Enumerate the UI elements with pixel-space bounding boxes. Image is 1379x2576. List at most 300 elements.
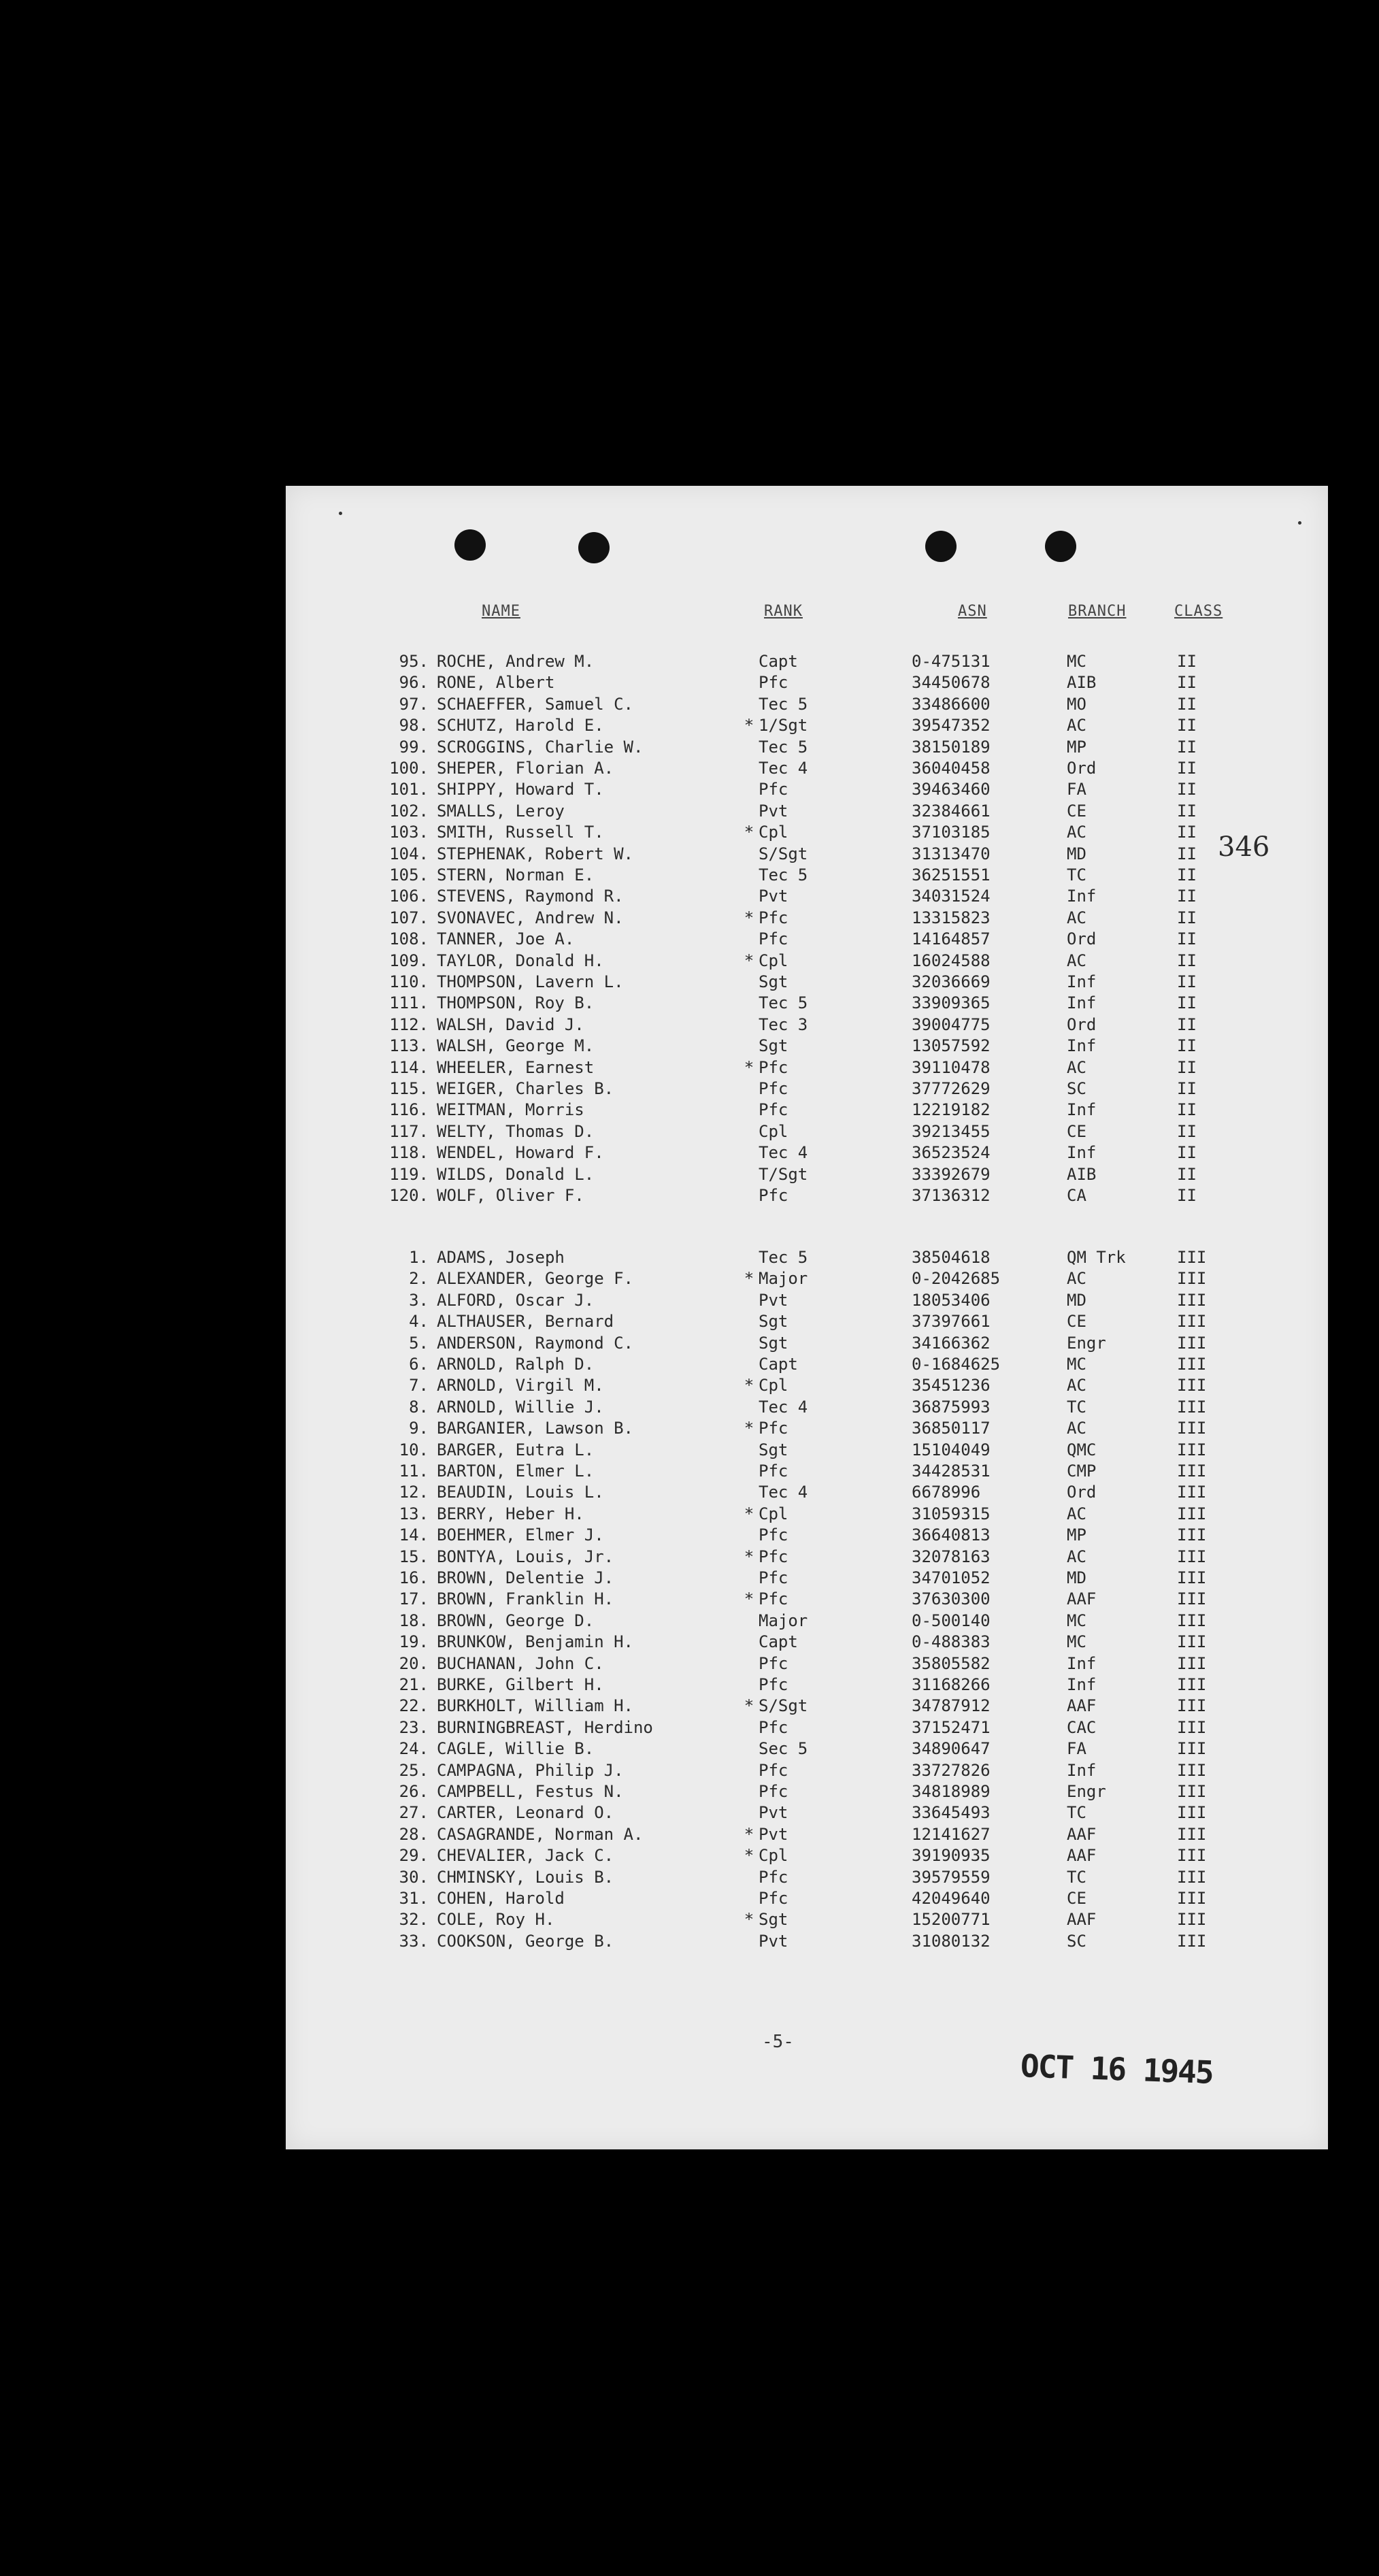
class-cell: III [1177,1525,1207,1545]
rank-cell: Pfc [759,1100,788,1120]
class-cell: III [1177,1739,1207,1759]
table-row [286,1589,1328,1611]
branch-cell: SC [1067,1931,1086,1951]
class-cell: III [1177,1376,1207,1396]
rank-cell: Cpl [759,1376,788,1396]
branch-cell: AC [1067,716,1086,736]
table-row [286,1568,1328,1589]
row-number: 116. [389,1100,429,1120]
asn-cell: 33909365 [912,993,991,1013]
table-row [286,759,1328,780]
soldier-name: WOLF, Oliver F. [437,1186,584,1205]
soldier-name: ALEXANDER, George F. [437,1269,633,1289]
soldier-name: SVONAVEC, Andrew N. [437,908,624,927]
rank-cell: Pfc [759,1462,788,1481]
rank-cell: S/Sgt [759,1696,808,1716]
rank-cell: Tec 5 [759,737,808,757]
asn-cell: 37103185 [912,823,991,842]
row-number: 17. [399,1589,429,1609]
soldier-name: STEVENS, Raymond R. [437,887,624,906]
branch-cell: Ord [1067,1483,1097,1502]
branch-cell: TC [1067,1397,1086,1417]
table-row [286,738,1328,759]
rank-cell: Pvt [759,801,788,821]
row-number: 98. [399,716,429,736]
class-cell: II [1177,1100,1197,1120]
soldier-name: BONTYA, Louis, Jr. [437,1547,614,1566]
asterisk-mark: * [744,951,754,970]
branch-cell: Ord [1067,759,1097,778]
soldier-name: THOMPSON, Roy B. [437,993,595,1013]
branch-cell: TC [1067,1867,1086,1887]
rank-cell: S/Sgt [759,844,808,863]
rank-cell: Cpl [759,951,788,970]
table-row [286,929,1328,951]
row-number: 96. [399,673,429,693]
class-cell: II [1177,1143,1197,1163]
table-row [286,1291,1328,1312]
punch-hole [1045,531,1076,562]
asn-cell: 33486600 [912,694,991,714]
row-number: 6. [409,1355,429,1374]
class-cell: II [1177,1014,1197,1034]
rank-cell: Sgt [759,1910,788,1930]
branch-cell: MD [1067,1568,1086,1587]
rank-cell: Pfc [759,1525,788,1545]
table-row [286,1376,1328,1397]
table-row [286,1632,1328,1653]
branch-cell: MP [1067,737,1086,757]
branch-cell: FA [1067,780,1086,799]
class-cell: II [1177,972,1197,991]
rank-cell: Tec 5 [759,993,808,1013]
row-number: 97. [399,694,429,714]
row-number: 11. [399,1462,429,1481]
rank-cell: Pfc [759,1889,788,1908]
soldier-name: CAGLE, Willie B. [437,1739,595,1759]
soldier-name: BROWN, George D. [437,1611,595,1630]
asn-cell: 39463460 [912,780,991,799]
soldier-name: WELTY, Thomas D. [437,1121,595,1141]
class-cell: III [1177,1419,1207,1438]
asn-cell: 15200771 [912,1910,991,1930]
branch-cell: FA [1067,1739,1086,1759]
table-row [286,802,1328,823]
class-cell: III [1177,1717,1207,1737]
table-row [286,1312,1328,1333]
branch-cell: CE [1067,801,1086,821]
class-cell: III [1177,1867,1207,1887]
rank-cell: Pvt [759,1931,788,1951]
asterisk-mark: * [744,1589,754,1609]
branch-cell: AIB [1067,673,1097,693]
asn-cell: 12219182 [912,1100,991,1120]
class-cell: II [1177,887,1197,906]
row-number: 106. [389,887,429,906]
branch-cell: CMP [1067,1462,1097,1481]
table-row [286,1504,1328,1525]
row-number: 118. [389,1143,429,1163]
asn-cell: 33392679 [912,1164,991,1184]
class-cell: III [1177,1333,1207,1353]
row-number: 28. [399,1824,429,1844]
asn-cell: 38150189 [912,737,991,757]
rank-cell: Tec 4 [759,759,808,778]
soldier-name: COOKSON, George B. [437,1931,614,1951]
rank-cell: 1/Sgt [759,716,808,736]
rank-cell: Pvt [759,1803,788,1823]
rank-cell: Pfc [759,1547,788,1566]
table-row [286,1122,1328,1143]
table-row [286,1355,1328,1376]
soldier-name: SCHAEFFER, Samuel C. [437,694,633,714]
branch-cell: MC [1067,652,1086,671]
class-cell: II [1177,780,1197,799]
branch-cell: Engr [1067,1782,1106,1801]
table-row [286,1696,1328,1717]
row-number: 21. [399,1675,429,1694]
branch-cell: AIB [1067,1164,1097,1184]
soldier-name: ARNOLD, Willie J. [437,1397,604,1417]
table-row [286,1483,1328,1504]
asn-cell: 34428531 [912,1462,991,1481]
class-cell: II [1177,865,1197,885]
table-row [286,1525,1328,1547]
soldier-name: ALFORD, Oscar J. [437,1290,595,1310]
soldier-name: CARTER, Leonard O. [437,1803,614,1823]
asn-cell: 13315823 [912,908,991,927]
class-cell: II [1177,908,1197,927]
class-cell: III [1177,1568,1207,1587]
class-cell: III [1177,1397,1207,1417]
class-cell: II [1177,737,1197,757]
branch-cell: CE [1067,1121,1086,1141]
asn-cell: 39004775 [912,1014,991,1034]
punch-hole [578,532,610,563]
class-cell: III [1177,1846,1207,1866]
row-number: 108. [389,929,429,949]
soldier-name: ALTHAUSER, Bernard [437,1312,614,1332]
asterisk-mark: * [744,1547,754,1566]
row-number: 101. [389,780,429,799]
table-row [286,695,1328,716]
table-row [286,1932,1328,1953]
class-cell: II [1177,823,1197,842]
rank-cell: Tec 5 [759,1248,808,1267]
table-row [286,1186,1328,1207]
row-number: 109. [389,951,429,970]
branch-cell: MD [1067,1290,1086,1310]
asn-cell: 31168266 [912,1675,991,1694]
soldier-name: ADAMS, Joseph [437,1248,565,1267]
soldier-name: COLE, Roy H. [437,1910,555,1930]
soldier-name: RONE, Albert [437,673,555,693]
class-cell: II [1177,801,1197,821]
class-cell: III [1177,1312,1207,1332]
asn-cell: 34890647 [912,1739,991,1759]
table-row [286,844,1328,865]
table-row [286,1269,1328,1290]
document-page [286,486,1328,2149]
class-cell: III [1177,1547,1207,1566]
class-cell: III [1177,1269,1207,1289]
row-number: 100. [389,759,429,778]
table-row [286,908,1328,929]
branch-cell: MC [1067,1355,1086,1374]
asn-cell: 37152471 [912,1717,991,1737]
asn-cell: 34450678 [912,673,991,693]
table-row [286,1782,1328,1803]
rank-cell: Pfc [759,673,788,693]
table-row [286,1462,1328,1483]
soldier-name: SCROGGINS, Charlie W. [437,737,644,757]
row-number: 95. [399,652,429,671]
class-cell: III [1177,1290,1207,1310]
row-number: 2. [409,1269,429,1289]
asn-cell: 32036669 [912,972,991,991]
asn-cell: 37630300 [912,1589,991,1609]
table-row [286,1079,1328,1100]
row-number: 104. [389,844,429,863]
row-number: 99. [399,737,429,757]
branch-cell: AC [1067,951,1086,970]
soldier-name: WENDEL, Howard F. [437,1143,604,1163]
asn-cell: 0-500140 [912,1611,991,1630]
rank-cell: Cpl [759,823,788,842]
asn-cell: 35805582 [912,1653,991,1673]
table-row [286,780,1328,801]
branch-cell: CE [1067,1312,1086,1332]
branch-cell: Inf [1067,1100,1097,1120]
row-number: 105. [389,865,429,885]
asn-cell: 34701052 [912,1568,991,1587]
class-cell: II [1177,929,1197,949]
table-row [286,1910,1328,1931]
asn-cell: 36040458 [912,759,991,778]
paper-speck [339,512,342,515]
row-number: 107. [389,908,429,927]
row-number: 1. [409,1248,429,1267]
table-row [286,1015,1328,1036]
class-cell: III [1177,1355,1207,1374]
class-cell: II [1177,1057,1197,1077]
soldier-name: TANNER, Joe A. [437,929,575,949]
class-cell: II [1177,759,1197,778]
rank-cell: Major [759,1611,808,1630]
asn-cell: 34031524 [912,887,991,906]
asterisk-mark: * [744,1504,754,1523]
page-number: -5- [762,2032,794,2052]
header-branch: BRANCH [1068,603,1127,620]
branch-cell: MD [1067,844,1086,863]
rank-cell: Tec 5 [759,694,808,714]
soldier-name: SMITH, Russell T. [437,823,604,842]
table-row [286,1803,1328,1824]
rank-cell: Capt [759,1355,798,1374]
class-cell: II [1177,951,1197,970]
class-cell: III [1177,1675,1207,1694]
branch-cell: Inf [1067,1036,1097,1056]
rank-cell: Pfc [759,1653,788,1673]
soldier-name: SHIPPY, Howard T. [437,780,604,799]
branch-cell: Engr [1067,1333,1106,1353]
rank-cell: Pvt [759,1824,788,1844]
soldier-name: CHMINSKY, Louis B. [437,1867,614,1887]
asn-cell: 39579559 [912,1867,991,1887]
class-cell: II [1177,673,1197,693]
soldier-name: SMALLS, Leroy [437,801,565,821]
row-number: 29. [399,1846,429,1866]
soldier-name: BERRY, Heber H. [437,1504,584,1523]
asn-cell: 15104049 [912,1440,991,1459]
rank-cell: Sgt [759,972,788,991]
class-cell: II [1177,1164,1197,1184]
branch-cell: MO [1067,694,1086,714]
soldier-name: THOMPSON, Lavern L. [437,972,624,991]
table-row [286,1398,1328,1419]
row-number: 5. [409,1333,429,1353]
asn-cell: 39547352 [912,716,991,736]
table-row [286,1654,1328,1675]
row-number: 23. [399,1717,429,1737]
rank-cell: Pfc [759,929,788,949]
asn-cell: 0-488383 [912,1632,991,1652]
table-row [286,972,1328,993]
branch-cell: MC [1067,1611,1086,1630]
asn-cell: 36875993 [912,1397,991,1417]
branch-cell: Inf [1067,887,1097,906]
table-row [286,1611,1328,1632]
asn-cell: 42049640 [912,1889,991,1908]
branch-cell: AC [1067,1504,1086,1523]
asn-cell: 18053406 [912,1290,991,1310]
branch-cell: Inf [1067,1760,1097,1780]
soldier-name: BOEHMER, Elmer J. [437,1525,604,1545]
soldier-name: WALSH, George M. [437,1036,595,1056]
table-row [286,1058,1328,1079]
punch-hole [925,531,957,562]
row-number: 110. [389,972,429,991]
asterisk-mark: * [744,1057,754,1077]
asn-cell: 38504618 [912,1248,991,1267]
class-cell: III [1177,1653,1207,1673]
row-number: 27. [399,1803,429,1823]
branch-cell: AC [1067,1269,1086,1289]
asn-cell: 36640813 [912,1525,991,1545]
class-cell: II [1177,844,1197,863]
branch-cell: Inf [1067,1653,1097,1673]
asterisk-mark: * [744,1910,754,1930]
soldier-name: BARGER, Eutra L. [437,1440,595,1459]
asn-cell: 34818989 [912,1782,991,1801]
rank-cell: Pfc [759,1760,788,1780]
asn-cell: 32384661 [912,801,991,821]
row-number: 14. [399,1525,429,1545]
asterisk-mark: * [744,1846,754,1866]
rank-cell: Sgt [759,1036,788,1056]
table-row [286,716,1328,737]
class-cell: III [1177,1248,1207,1267]
asterisk-mark: * [744,823,754,842]
asterisk-mark: * [744,1419,754,1438]
branch-cell: SC [1067,1079,1086,1098]
row-number: 8. [409,1397,429,1417]
asn-cell: 12141627 [912,1824,991,1844]
asn-cell: 39110478 [912,1057,991,1077]
row-number: 16. [399,1568,429,1587]
rank-cell: Sgt [759,1333,788,1353]
rank-cell: Tec 4 [759,1483,808,1502]
asn-cell: 31059315 [912,1504,991,1523]
row-number: 32. [399,1910,429,1930]
rank-cell: Pfc [759,1782,788,1801]
asn-cell: 33645493 [912,1803,991,1823]
table-row [286,823,1328,844]
asn-cell: 34787912 [912,1696,991,1716]
rank-cell: Tec 4 [759,1397,808,1417]
soldier-name: TAYLOR, Donald H. [437,951,604,970]
table-row [286,1761,1328,1782]
soldier-name: SHEPER, Florian A. [437,759,614,778]
branch-cell: MC [1067,1632,1086,1652]
branch-cell: CE [1067,1889,1086,1908]
soldier-name: SCHUTZ, Harold E. [437,716,604,736]
row-number: 19. [399,1632,429,1652]
rank-cell: Pfc [759,1419,788,1438]
soldier-name: BURNINGBREAST, Herdino [437,1717,653,1737]
soldier-name: ANDERSON, Raymond C. [437,1333,633,1353]
branch-cell: CAC [1067,1717,1097,1737]
row-number: 12. [399,1483,429,1502]
class-cell: III [1177,1589,1207,1609]
margin-page-note: 346 [1218,831,1270,863]
rank-cell: Tec 5 [759,865,808,885]
row-number: 20. [399,1653,429,1673]
soldier-name: WALSH, David J. [437,1014,584,1034]
rank-cell: Sgt [759,1312,788,1332]
table-row [286,1547,1328,1568]
soldier-name: CAMPAGNA, Philip J. [437,1760,624,1780]
row-number: 4. [409,1312,429,1332]
class-cell: III [1177,1696,1207,1716]
rank-cell: Tec 3 [759,1014,808,1034]
table-row [286,993,1328,1014]
row-number: 33. [399,1931,429,1951]
rank-cell: Pfc [759,780,788,799]
branch-cell: AAF [1067,1824,1097,1844]
rank-cell: Capt [759,652,798,671]
asn-cell: 14164857 [912,929,991,949]
table-row [286,1440,1328,1462]
row-number: 117. [389,1121,429,1141]
rank-cell: Pfc [759,1717,788,1737]
row-number: 30. [399,1867,429,1887]
row-number: 9. [409,1419,429,1438]
row-number: 119. [389,1164,429,1184]
row-number: 22. [399,1696,429,1716]
branch-cell: AC [1067,1419,1086,1438]
row-number: 114. [389,1057,429,1077]
class-cell: II [1177,1079,1197,1098]
rank-cell: Major [759,1269,808,1289]
table-row [286,887,1328,908]
table-row [286,1165,1328,1186]
soldier-name: CAMPBELL, Festus N. [437,1782,624,1801]
table-row [286,865,1328,887]
soldier-name: BURKE, Gilbert H. [437,1675,604,1694]
soldier-name: STERN, Norman E. [437,865,595,885]
rank-cell: Cpl [759,1504,788,1523]
